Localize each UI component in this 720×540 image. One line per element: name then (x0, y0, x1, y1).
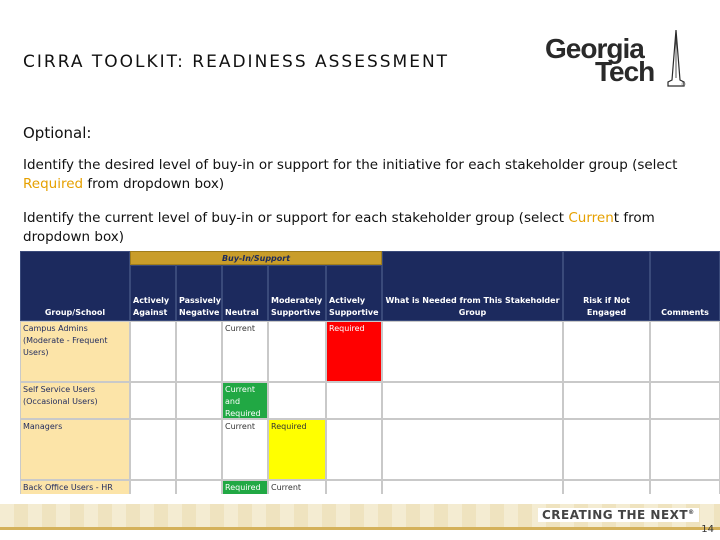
cell-comments[interactable] (650, 321, 720, 382)
header-actively-supportive: Actively Supportive (326, 265, 382, 321)
cell-neutral[interactable]: Current and Required (222, 382, 268, 419)
header-moderately-supportive: Moderately Supportive (268, 265, 326, 321)
cell-empty[interactable] (130, 321, 176, 382)
cell-comments[interactable] (650, 480, 720, 494)
cell-empty[interactable] (326, 480, 382, 494)
cell-what-needed[interactable] (382, 419, 563, 480)
gold-rule (0, 527, 720, 530)
cell-moderately-supportive[interactable]: Required (268, 419, 326, 480)
optional-label: Optional (23, 124, 87, 142)
row-group-self-service: Self Service Users (Occasional Users) (20, 382, 130, 419)
logo-line2: Tech (595, 56, 655, 87)
p1-after: from dropdown box) (83, 176, 225, 192)
row-group-campus-admins: Campus Admins (Moderate - Frequent Users) (20, 321, 130, 382)
cell-what-needed[interactable] (382, 321, 563, 382)
header-actively-against: Actively Against (130, 265, 176, 321)
readiness-table (20, 251, 720, 494)
cell-risk[interactable] (563, 382, 650, 419)
cell-actively-supportive[interactable]: Required (326, 321, 382, 382)
optional-colon: : (86, 124, 92, 142)
cell-empty[interactable] (176, 419, 222, 480)
cell-empty[interactable] (176, 480, 222, 494)
p1-before: Identify the desired level of buy-in or support for the initiative for each stakeholder group (select (23, 157, 678, 173)
p2-after: t from dropdown box) (23, 210, 655, 245)
header-group: Group/School (20, 251, 130, 321)
footer-band (0, 494, 720, 540)
logo-registered: ® (681, 82, 686, 88)
cell-empty[interactable] (130, 382, 176, 419)
page-number: 14 (701, 524, 714, 535)
header-neutral: Neutral (222, 265, 268, 321)
cell-risk[interactable] (563, 419, 650, 480)
cell-neutral[interactable]: Required (222, 480, 268, 494)
cell-empty[interactable] (176, 382, 222, 419)
slide-title: CIRRA TOOLKIT: READINESS ASSESSMENT (23, 52, 450, 72)
cell-empty[interactable] (130, 480, 176, 494)
cell-what-needed[interactable] (382, 382, 563, 419)
cell-empty[interactable] (268, 321, 326, 382)
logo-line1: Georgia (545, 33, 644, 64)
cell-comments[interactable] (650, 419, 720, 480)
p2-highlight: Curren (568, 210, 614, 226)
cell-empty[interactable] (130, 419, 176, 480)
p2-before: Identify the current level of buy-in or support for each stakeholder group (select (23, 210, 569, 226)
cell-empty[interactable] (326, 419, 382, 480)
row-group-managers: Managers (20, 419, 130, 480)
georgia-tech-logo (540, 30, 690, 92)
tech-tower-icon (665, 30, 687, 90)
cell-comments[interactable] (650, 382, 720, 419)
cell-neutral[interactable]: Current (222, 419, 268, 480)
header-what-needed: What is Needed from This Stakeholder Group (382, 251, 563, 321)
cell-empty[interactable] (268, 382, 326, 419)
row-group-back-office: Back Office Users - HR (20, 480, 130, 494)
cell-empty[interactable] (326, 382, 382, 419)
cell-moderately-supportive[interactable]: Current (268, 480, 326, 494)
instruction-desired (23, 156, 703, 194)
footer-tagline: CREATING THE NEXT® (538, 508, 699, 522)
cell-risk[interactable] (563, 321, 650, 382)
cell-what-needed[interactable] (382, 480, 563, 494)
p1-highlight: Required (23, 176, 84, 192)
header-passively-negative: Passively Negative (176, 265, 222, 321)
header-comments: Comments (650, 251, 720, 321)
header-buyin-support: Buy-In/Support (130, 251, 382, 265)
header-risk: Risk if Not Engaged (563, 251, 650, 321)
cell-empty[interactable] (176, 321, 222, 382)
instruction-current (23, 209, 703, 247)
cell-risk[interactable] (563, 480, 650, 494)
optional-heading (23, 124, 91, 142)
cell-neutral[interactable]: Current (222, 321, 268, 382)
